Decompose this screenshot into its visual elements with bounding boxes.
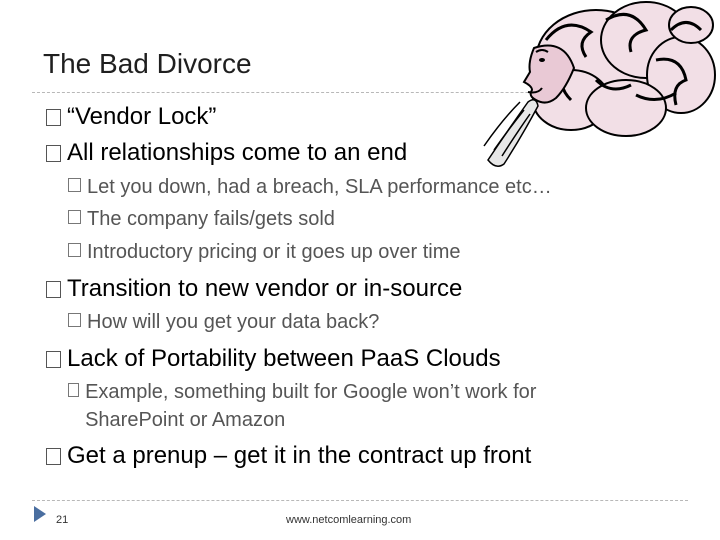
subbullet-example xyxy=(68,378,628,434)
bullet-text: The company fails/gets sold xyxy=(87,208,335,230)
subbullet-introductory-pricing xyxy=(68,238,461,266)
bullet-text: Transition to new vendor or in-source xyxy=(67,275,463,302)
subbullet-let-you-down xyxy=(68,173,552,201)
bullet-text: Let you down, had a breach, SLA performance etc… xyxy=(87,176,552,198)
bullet-lack-of-portability xyxy=(46,343,501,375)
bullet-box-icon xyxy=(46,109,61,126)
bullet-text: “Vendor Lock” xyxy=(67,103,217,130)
bullet-text: Introductory pricing or it goes up over time xyxy=(87,241,461,263)
bullet-box-icon xyxy=(46,281,61,298)
page-number: 21 xyxy=(56,514,69,526)
footer-url: www.netcomlearning.com xyxy=(286,514,412,526)
slide-marker-icon xyxy=(34,506,46,522)
subbullet-data-back xyxy=(68,308,379,336)
bullet-box-icon xyxy=(68,178,81,192)
footer-divider xyxy=(32,500,688,501)
bullet-box-icon xyxy=(68,313,81,327)
bullet-text: Get a prenup – get it in the contract up front xyxy=(67,442,532,469)
bullet-vendor-lock xyxy=(46,101,216,133)
bullet-transition xyxy=(46,273,462,305)
wind-face-clipart-icon xyxy=(476,0,720,175)
slide-title: The Bad Divorce xyxy=(43,48,252,79)
bullet-text: Lack of Portability between PaaS Clouds xyxy=(67,345,501,372)
bullet-text: All relationships come to an end xyxy=(67,139,408,166)
bullet-relationships-end xyxy=(46,137,407,169)
bullet-get-a-prenup xyxy=(46,440,531,472)
bullet-box-icon xyxy=(46,448,61,465)
bullet-box-icon xyxy=(68,383,79,397)
bullet-box-icon xyxy=(68,243,81,257)
bullet-text: How will you get your data back? xyxy=(87,311,380,333)
bullet-box-icon xyxy=(46,351,61,368)
bullet-box-icon xyxy=(68,210,81,224)
bullet-box-icon xyxy=(46,145,61,162)
bullet-text: Example, something built for Google won’t work for SharePoint or Amazon xyxy=(85,381,537,431)
subbullet-company-fails xyxy=(68,205,335,233)
